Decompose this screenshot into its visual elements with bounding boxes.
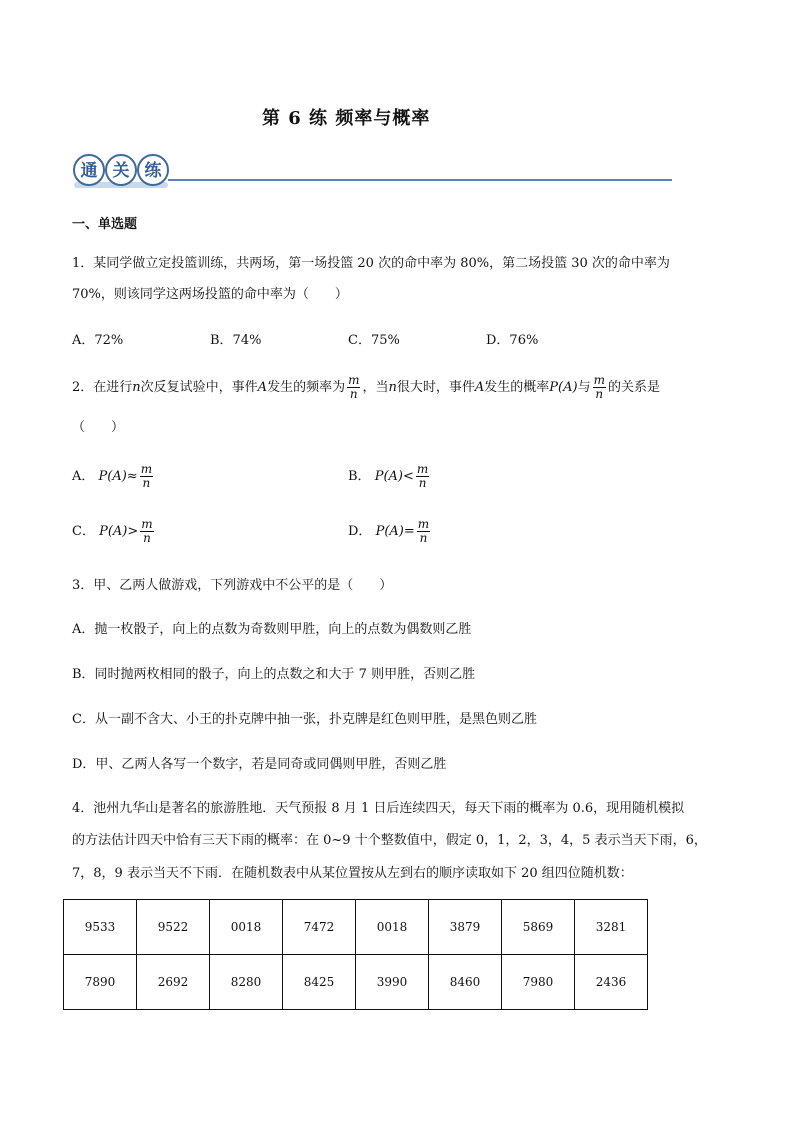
q2-option-b: B． P(A)< $\frac{m}{n}$ [348, 462, 429, 490]
header-divider [168, 179, 672, 181]
badge-logo [72, 152, 170, 192]
section-heading: 一、单选题 [72, 217, 138, 232]
q1-option-a: A．72% [72, 333, 124, 348]
q3-option-b: B．同时抛两枚相同的骰子，向上的点数之和大于 7 则甲胜，否则乙胜 [72, 667, 476, 682]
fraction-m-over-n: $\frac{m}{n}$ [141, 517, 153, 545]
q3-stem: 3．甲、乙两人做游戏，下列游戏中不公平的是（ ） [72, 578, 393, 593]
table-cell: 8280 [210, 955, 283, 1010]
table-cell: 7890 [64, 955, 137, 1010]
table-cell: 2436 [575, 955, 648, 1010]
svg-text:关: 关 [112, 161, 130, 181]
q2-stem-line2: （ ） [72, 420, 125, 435]
q4-stem-line3: 7，8，9 表示当天不下雨．在随机数表中从某位置按从左到右的顺序读取如下 20 组四位随机数： [72, 866, 633, 881]
table-row [64, 955, 648, 1010]
table-cell: 3281 [575, 900, 648, 955]
q4-stem-line2: 的方法估计四天中恰有三天下雨的概率：在 0~9 十个整数值中，假定 0，1，2，3，4，5 表示当天下雨，6， [72, 833, 707, 848]
q3-option-d: D．甲、乙两人各写一个数字，若是同奇或同偶则甲胜，否则乙胜 [72, 757, 447, 772]
page-title: 第 6 练 频率与概率 [262, 108, 431, 129]
fraction-m-over-n: $\frac{m}{n}$ [593, 373, 605, 401]
fraction-m-over-n: $\frac{m}{n}$ [140, 462, 153, 490]
q1-stem-line1: 1．某同学做立定投篮训练，共两场，第一场投篮 20 次的命中率为 80%，第二场投篮 30 次的命中率为 [72, 256, 670, 271]
table-cell: 8425 [283, 955, 356, 1010]
table-cell: 5869 [502, 900, 575, 955]
q1-option-b: B．74% [210, 333, 262, 348]
svg-text:练: 练 [144, 161, 162, 181]
table-cell: 8460 [429, 955, 502, 1010]
q4-stem-line1: 4．池州九华山是著名的旅游胜地．天气预报 8 月 1 日后连续四天，每天下雨的概率为 0.6，现用随机模拟 [72, 801, 685, 816]
table-row [64, 900, 648, 955]
table-cell: 2692 [137, 955, 210, 1010]
table-cell: 0018 [356, 900, 429, 955]
q1-option-d: D．76% [486, 333, 539, 348]
random-number-table [63, 899, 648, 1010]
fraction-m-over-n: $\frac{m}{n}$ [416, 462, 429, 490]
q1-option-c: C．75% [348, 333, 400, 348]
table-cell: 7980 [502, 955, 575, 1010]
table-cell: 9533 [64, 900, 137, 955]
q3-option-a: A．抛一枚骰子，向上的点数为奇数则甲胜，向上的点数为偶数则乙胜 [72, 622, 472, 637]
q3-option-c: C．从一副不含大、小王的扑克牌中抽一张，扑克牌是红色则甲胜，是黑色则乙胜 [72, 712, 537, 727]
q2-option-c: C． P(A)> $\frac{m}{n}$ [72, 517, 153, 545]
table-cell: 3990 [356, 955, 429, 1010]
q2-option-a: A． P(A)≈ $\frac{m}{n}$ [72, 462, 153, 490]
fraction-m-over-n: $\frac{m}{n}$ [417, 517, 430, 545]
table-cell: 9522 [137, 900, 210, 955]
q2-stem-line1: 2．在进行n次反复试验中，事件A发生的频率为 $\frac{m}{n}$ ，当n很大时，事件A发生的概率P(A)与 $\frac{m}{n}$ 的关系是 [72, 373, 660, 401]
q1-stem-line2: 70%，则该同学这两场投篮的命中率为（ ） [72, 287, 348, 302]
q2-option-d: D． P(A)= $\frac{m}{n}$ [348, 517, 430, 545]
fraction-m-over-n: $\frac{m}{n}$ [348, 373, 360, 401]
table-cell: 0018 [210, 900, 283, 955]
svg-text:通: 通 [80, 161, 98, 181]
table-cell: 7472 [283, 900, 356, 955]
table-cell: 3879 [429, 900, 502, 955]
